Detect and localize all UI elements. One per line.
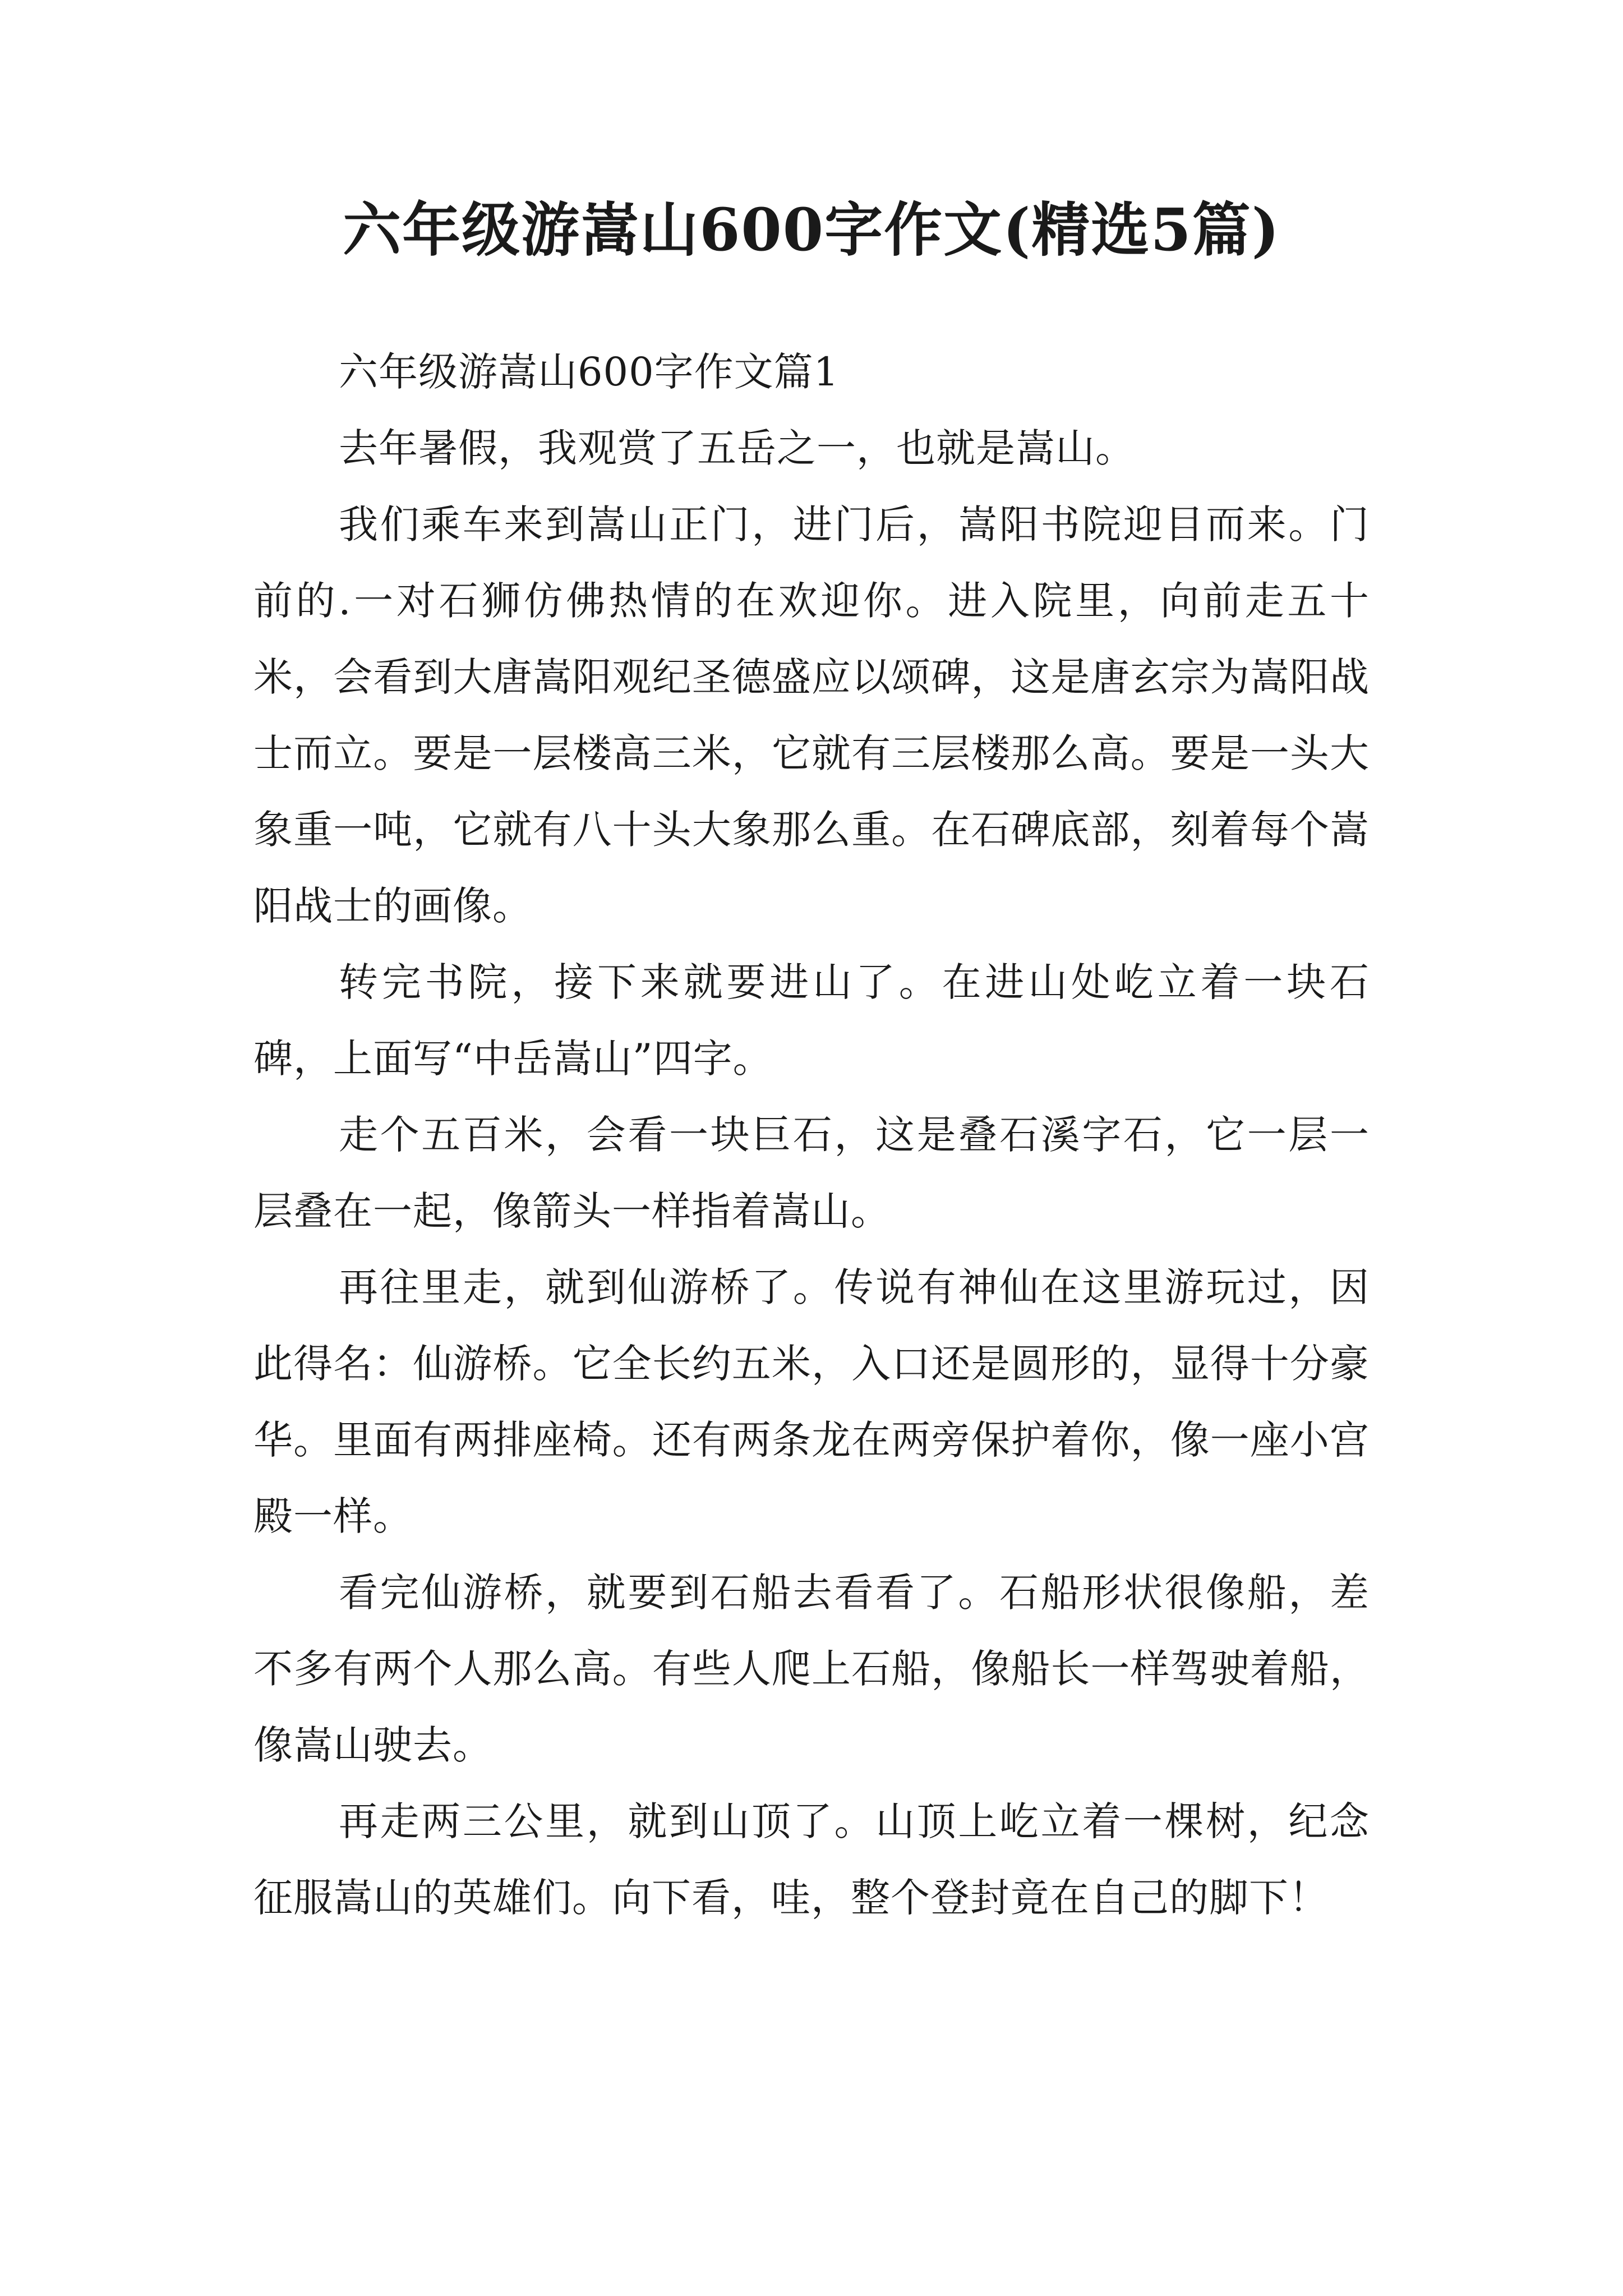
paragraph: 再走两三公里，就到山顶了。山顶上屹立着一棵树，纪念征服嵩山的英雄们。向下看，哇，整个登封竟在自己的脚下！: [253, 1798, 1370, 1921]
paragraph: 去年暑假，我观赏了五岳之一，也就是嵩山。: [339, 425, 1135, 471]
document-body: [253, 334, 1370, 1936]
paragraph: 转完书院，接下来就要进山了。在进山处屹立着一块石碑，上面写“中岳嵩山”四字。: [253, 959, 1370, 1082]
paragraph: 再往里走，就到仙游桥了。传说有神仙在这里游玩过，因此得名：仙游桥。它全长约五米，入口还是圆形的，显得十分豪华。里面有两排座椅。还有两条龙在两旁保护着你，像一座小宫殿一样。: [253, 1264, 1370, 1539]
paragraph: 看完仙游桥，就要到石船去看看了。石船形状很像船，差不多有两个人那么高。有些人爬上石船，像船长一样驾驶着船，像嵩山驶去。: [253, 1570, 1370, 1768]
paragraph: 我们乘车来到嵩山正门，进门后，嵩阳书院迎目而来。门前的.一对石狮仿佛热情的在欢迎你。进入院里，向前走五十米，会看到大唐嵩阳观纪圣德盛应以颂碑，这是唐玄宗为嵩阳战士而立。要是一层楼高三米，它就有三层楼那么高。要是一头大象重一吨，它就有八十头大象那么重。在石碑底部，刻着每个嵩阳战士的画像。: [253, 501, 1370, 929]
paragraph: 走个五百米，会看一块巨石，这是叠石溪字石，它一层一层叠在一起，像箭头一样指着嵩山。: [253, 1112, 1370, 1234]
document-title: 六年级游嵩山600字作文(精选5篇): [343, 195, 1280, 264]
section-heading: 六年级游嵩山600字作文篇1: [339, 349, 840, 395]
